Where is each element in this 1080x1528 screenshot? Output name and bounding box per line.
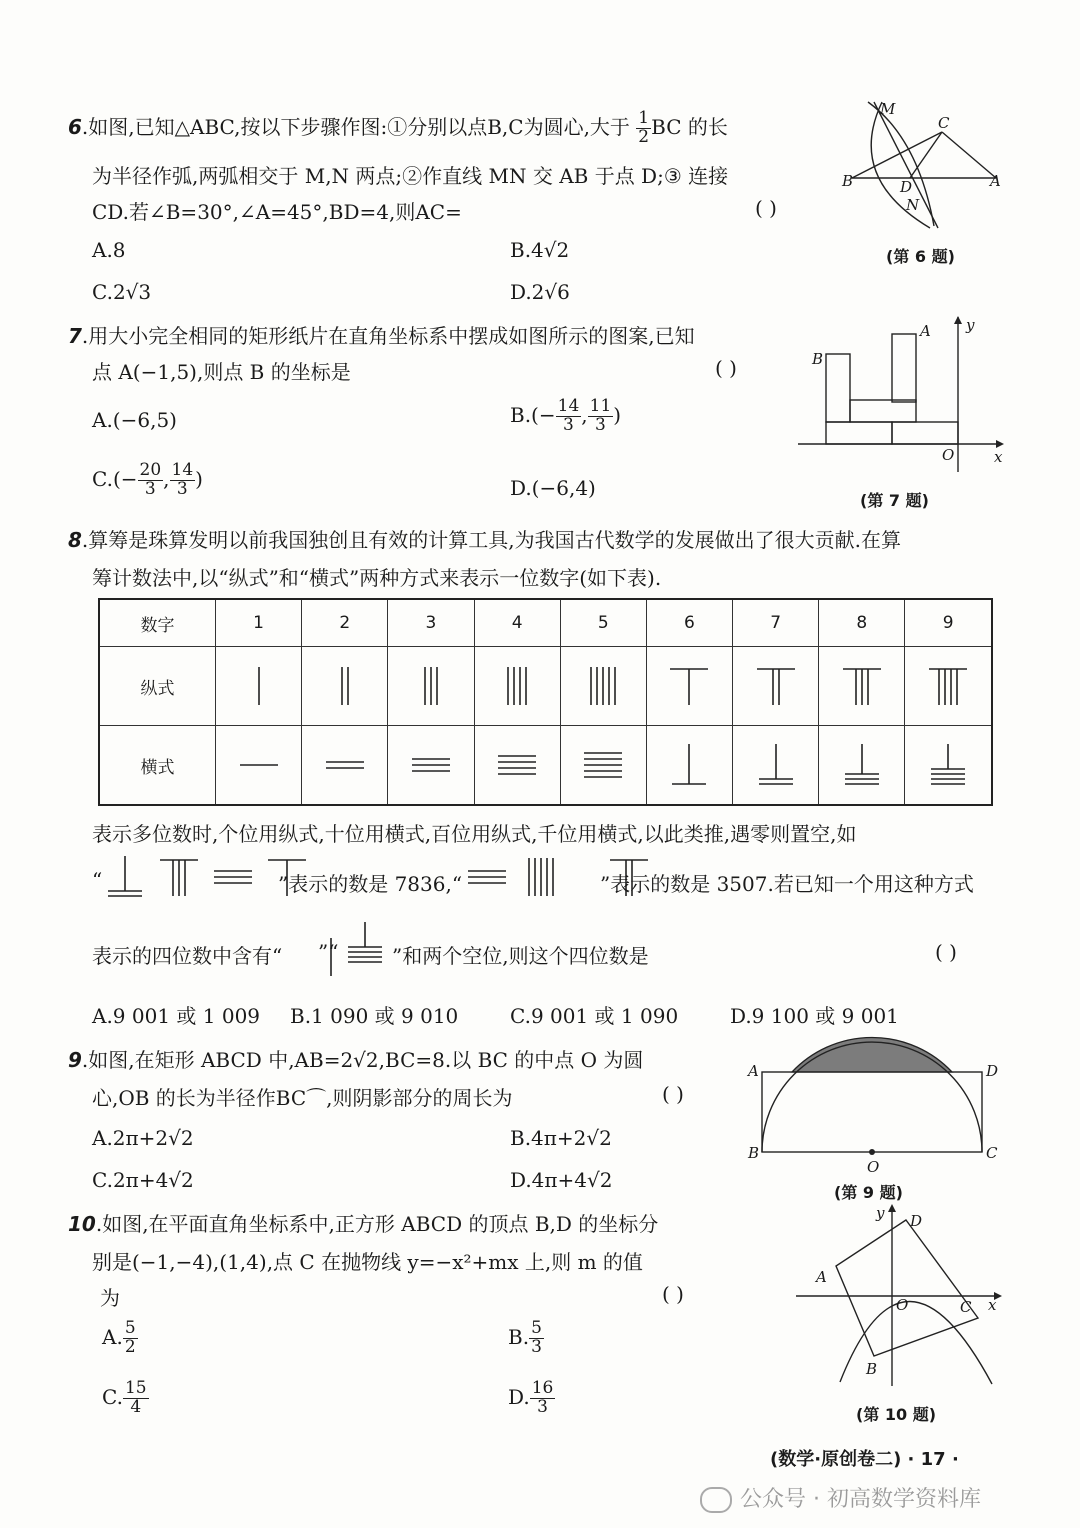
counting-rod-table [98, 598, 993, 806]
q6-label-c: C [938, 114, 950, 132]
q7-text-1: .用大小完全相同的矩形纸片在直角坐标系中摆成如图所示的图案,已知 [81, 324, 695, 348]
q8-text-1: .算筹是珠算发明以前我国独创且有效的计算工具,为我国古代数学的发展做出了很大贡献.在算 [81, 528, 901, 552]
q8-line5-b: ”“ [318, 940, 339, 964]
q10-label-o: O [896, 1296, 909, 1314]
wechat-icon [700, 1487, 732, 1513]
q10-option-a: A. $\frac{5}{2}$ [102, 1318, 136, 1357]
q8-line1 [68, 524, 901, 553]
q7-label-o: O [942, 446, 955, 464]
table-header-row [99, 599, 992, 647]
q9-label-d: D [986, 1062, 999, 1080]
q6-figure [838, 98, 1008, 238]
horizontal-rod-1 [216, 726, 302, 806]
q9-figure [744, 1030, 1004, 1180]
q6-option-b: B.4√2 [510, 238, 570, 262]
q6-line3: CD.若∠B=30°,∠A=45°,BD=4,则AC= [92, 200, 462, 224]
watermark [700, 1482, 981, 1513]
q6-label-b: B [842, 172, 854, 190]
vertical-rod-1 [216, 647, 302, 726]
q7-option-b: B.(− $\frac{14}{3}$ , $\frac{11}{3}$ ) [510, 396, 622, 435]
vertical-rod-6 [646, 647, 732, 726]
q6-line1 [68, 110, 728, 147]
q10-label-d: D [910, 1212, 923, 1230]
digit-cell: 7 [733, 599, 819, 647]
q9-label-a: A [748, 1062, 759, 1080]
q8-option-b: B.1 090 或 9 010 [290, 1004, 459, 1028]
q6-label-m: M [880, 100, 896, 118]
q8-line3: 表示多位数时,个位用纵式,十位用横式,百位用纵式,千位用横式,以此类推,遇零则置空,如 [92, 822, 857, 846]
q7-number: 7 [68, 324, 82, 348]
q10-number: 10 [68, 1212, 96, 1236]
q9-label-c: C [986, 1144, 998, 1162]
q8-line2: 筹计数法中,以“纵式”和“横式”两种方式来表示一位数字(如下表). [92, 566, 662, 590]
q9-answer-paren: ( ) [662, 1082, 684, 1106]
q8-line4-end: ”表示的数是 3507.若已知一个用这种方式 [600, 872, 974, 896]
q8-line5-a: 表示的四位数中含有“ [92, 944, 283, 968]
q6-option-c: C.2√3 [92, 280, 152, 304]
row-label-horizontal: 横式 [99, 726, 216, 806]
q10-label-a: A [816, 1268, 827, 1286]
digit-cell: 8 [819, 599, 905, 647]
q7-label-b: B [812, 350, 824, 368]
q8-line4-middle: ”表示的数是 7836,“ [278, 872, 463, 896]
q10-line3: 为 [100, 1286, 120, 1310]
q10-line1 [68, 1208, 658, 1237]
horizontal-rod-7 [733, 726, 819, 806]
vertical-rod-9 [905, 647, 992, 726]
q10-label-y: y [876, 1204, 885, 1222]
q9-line2: 心,OB 的长为半径作BC⌒,则阴影部分的周长为 [92, 1086, 513, 1110]
q9-caption: (第 9 题) [834, 1183, 903, 1202]
digit-cell: 5 [560, 599, 646, 647]
horizontal-rod-9 [905, 726, 992, 806]
horizontal-rod-3 [388, 726, 474, 806]
digit-cell: 2 [302, 599, 388, 647]
q9-option-d: D.4π+4√2 [510, 1168, 613, 1192]
q8-option-a: A.9 001 或 1 009 [92, 1004, 261, 1028]
q9-text-1: .如图,在矩形 ABCD 中,AB=2√2,BC=8.以 BC 的中点 O 为圆 [81, 1048, 644, 1072]
table-row-horizontal [99, 726, 992, 806]
q7-answer-paren: ( ) [715, 356, 737, 380]
q9-number: 9 [68, 1048, 82, 1072]
digit-cell: 4 [474, 599, 560, 647]
digit-cell: 3 [388, 599, 474, 647]
digit-cell: 6 [646, 599, 732, 647]
q9-label-b: B [748, 1144, 760, 1162]
vertical-rod-3 [388, 647, 474, 726]
watermark-text: 公众号 · 初高数学资料库 [740, 1487, 981, 1512]
q6-line2: 为半径作弧,两弧相交于 M,N 两点;②作直线 MN 交 AB 于点 D;③ 连接 [92, 164, 729, 188]
q7-line1 [68, 320, 695, 349]
table-row-vertical [99, 647, 992, 726]
q9-option-c: C.2π+4√2 [92, 1168, 194, 1192]
q7-line2: 点 A(−1,5),则点 B 的坐标是 [92, 360, 351, 384]
q8-option-d: D.9 100 或 9 001 [730, 1004, 899, 1028]
q10-label-c: C [960, 1298, 972, 1316]
horizontal-rod-4 [474, 726, 560, 806]
vertical-rod-8 [819, 647, 905, 726]
q6-number: 6 [68, 114, 82, 139]
vertical-rod-7 [733, 647, 819, 726]
q9-label-o: O [867, 1158, 880, 1176]
q7-option-c: C.(− $\frac{20}{3}$ , $\frac{14}{3}$ ) [92, 460, 203, 499]
q9-option-a: A.2π+2√2 [92, 1126, 194, 1150]
q10-figure [796, 1200, 1006, 1390]
horizontal-rod-8 [819, 726, 905, 806]
q7-figure [798, 312, 1008, 477]
q6-label-n: N [906, 196, 920, 214]
horizontal-rod-2 [302, 726, 388, 806]
q6-label-d: D [900, 178, 913, 196]
q7-option-a: A.(−6,5) [92, 408, 177, 432]
q10-answer-paren: ( ) [662, 1282, 684, 1306]
q8-option-c: C.9 001 或 1 090 [510, 1004, 679, 1028]
q7-label-a: A [920, 322, 931, 340]
vertical-rod-2 [302, 647, 388, 726]
page-footer: (数学·原创卷二) · 17 · [770, 1449, 959, 1470]
q6-option-d: D.2√6 [510, 280, 570, 304]
vertical-rod-4 [474, 647, 560, 726]
q8-line4-open-quote: “ [92, 868, 103, 892]
q6-fraction: $\frac{1}{2}$ [638, 108, 650, 147]
q7-caption: (第 7 题) [860, 491, 929, 510]
q10-option-d: D. $\frac{16}{3}$ [508, 1378, 554, 1417]
rod-example-nine [340, 918, 390, 968]
q6-option-a: A.8 [92, 238, 126, 262]
q10-option-c: C. $\frac{15}{4}$ [102, 1378, 147, 1417]
q8-number: 8 [68, 528, 82, 552]
row-label-digit: 数字 [99, 599, 216, 647]
q7-option-d: D.(−6,4) [510, 476, 596, 500]
q10-line2: 别是(−1,−4),(1,4),点 C 在抛物线 y=−x²+mx 上,则 m 的值 [92, 1250, 643, 1274]
q10-label-b: B [866, 1360, 878, 1378]
q6-label-a: A [990, 172, 1001, 190]
q6-answer-paren: ( ) [755, 196, 777, 220]
q10-option-b: B. $\frac{5}{3}$ [508, 1318, 542, 1357]
q9-line1 [68, 1044, 643, 1073]
horizontal-rod-5 [560, 726, 646, 806]
q9-option-b: B.4π+2√2 [510, 1126, 612, 1150]
q8-line5-c: ”和两个空位,则这个四位数是 [392, 944, 649, 968]
q6-text-1b: BC 的长 [651, 114, 728, 139]
q6-text-1a: .如图,已知△ABC,按以下步骤作图:①分别以点B,C为圆心,大于 [81, 114, 630, 139]
q10-label-x: x [988, 1296, 997, 1314]
horizontal-rod-6 [646, 726, 732, 806]
q10-caption: (第 10 题) [856, 1405, 937, 1424]
q6-caption: (第 6 题) [886, 247, 955, 266]
row-label-vertical: 纵式 [99, 647, 216, 726]
q10-text-1: .如图,在平面直角坐标系中,正方形 ABCD 的顶点 B,D 的坐标分 [95, 1212, 659, 1236]
vertical-rod-5 [560, 647, 646, 726]
digit-cell: 1 [216, 599, 302, 647]
q7-label-x: x [994, 448, 1003, 466]
q8-answer-paren: ( ) [935, 940, 957, 964]
q7-label-y: y [966, 316, 975, 334]
digit-cell: 9 [905, 599, 992, 647]
